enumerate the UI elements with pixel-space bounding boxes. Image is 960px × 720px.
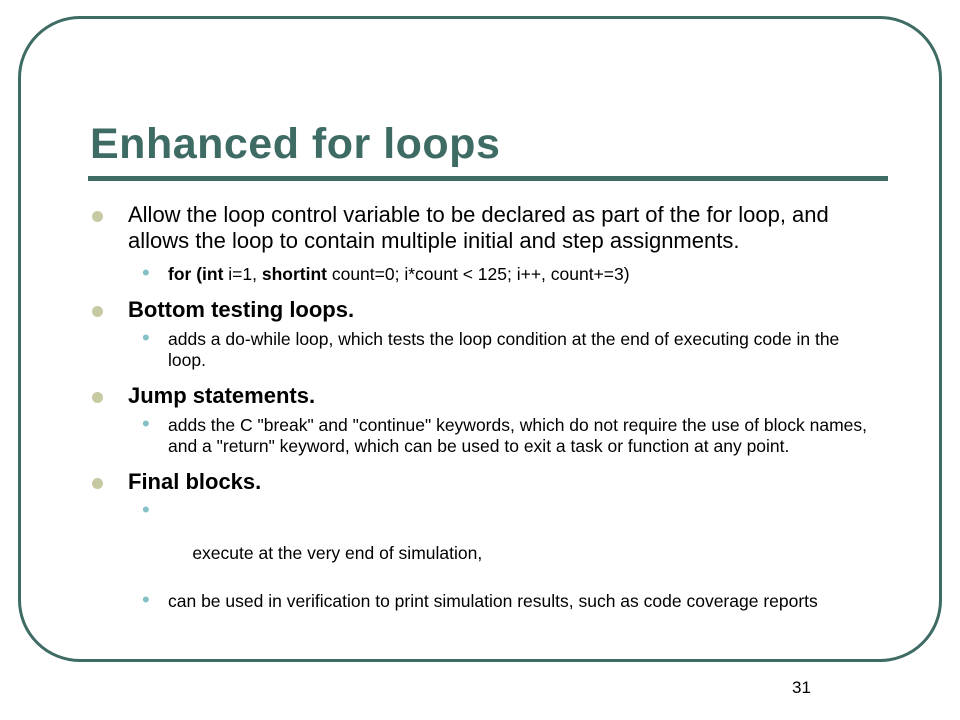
bullet-bottom-testing: [90, 297, 880, 323]
bullet-text: Bottom testing loops.: [128, 297, 355, 322]
sub-bullet-do-while: [90, 325, 880, 371]
code-text: count=0; i*count < 125; i++, count+=3): [326, 264, 630, 284]
sub-bullet-text: execute at the very end of simulation,: [187, 543, 483, 563]
code-keyword: for (int: [168, 264, 224, 284]
bullet-text: Final blocks.: [128, 469, 262, 494]
sub-bullet-dot-icon: •: [142, 411, 150, 436]
sub-bullet-text: can be used in verification to print simulation results, such as code coverage reports: [168, 591, 818, 611]
bullet-dot-icon: [92, 478, 103, 489]
bullet-dot-icon: [92, 392, 103, 403]
bullet-dot-icon: [92, 306, 103, 317]
page-number: 31: [792, 678, 811, 697]
sub-bullet-end-of-simulation: [90, 497, 880, 585]
sub-bullet-dot-icon: •: [142, 260, 150, 285]
sub-bullet-text: adds a do-while loop, which tests the loop condition at the end of executing code in the loop.: [168, 329, 840, 370]
bullet-jump-statements: [90, 383, 880, 409]
code-text: i=1,: [223, 264, 262, 284]
slide-content: [90, 202, 880, 612]
sub-bullet-dot-icon: •: [142, 325, 150, 350]
sub-bullet-code-example: [90, 260, 880, 285]
slide-title: Enhanced for loops: [90, 120, 501, 168]
sub-bullet-break-continue: [90, 411, 880, 457]
sub-bullet-dot-icon: •: [142, 497, 150, 522]
bullet-loop-variable: [90, 202, 880, 254]
code-keyword: shortint: [261, 264, 327, 284]
sub-bullet-dot-icon: •: [142, 587, 150, 612]
bullet-final-blocks: [90, 469, 880, 495]
bullet-text: Jump statements.: [128, 383, 316, 408]
sub-bullet-text: adds the C "break" and "continue" keywords, which do not require the use of block names, and a "return" keyword, which can be used to exit a task or function at any point.: [168, 415, 867, 456]
bullet-dot-icon: [92, 211, 103, 222]
sub-bullet-coverage-reports: [90, 587, 880, 612]
title-underline: [88, 176, 888, 181]
bullet-text: Allow the loop control variable to be declared as part of the for loop, and allows the loop to contain multiple initial and step assignments.: [128, 202, 829, 253]
